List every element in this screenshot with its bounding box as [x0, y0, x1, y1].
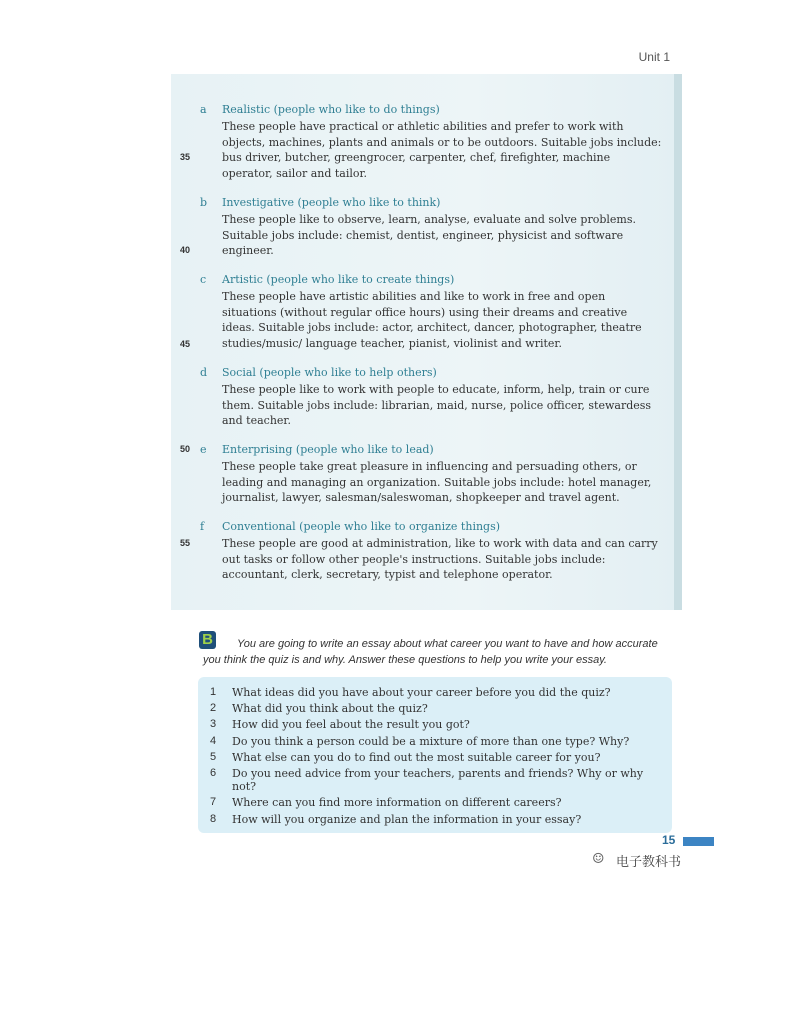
- unit-label: Unit 1: [638, 50, 670, 64]
- section-body: These people have artistic abilities and like to work in free and open situations (without regular office hours) using their dreams and creative ideas. Suitable jobs include: actor, architect, dancer, photographer, theatre studies/music/ language teacher, pianist, violinist and writer.: [222, 290, 642, 350]
- section-letter: c: [200, 273, 207, 286]
- line-number: 40: [180, 245, 191, 255]
- personality-types-panel: [171, 74, 674, 610]
- panel-edge: [674, 74, 682, 610]
- question-text: What ideas did you have about your career before you did the quiz?: [232, 686, 611, 699]
- line-number: 50: [180, 444, 191, 454]
- question-number: 5: [210, 751, 217, 763]
- section-body: These people are good at administration, like to work with data and can carry out tasks or follow other people's instructions. Suitable jobs include: accountant, clerk, secretary, typist and telephone operator.: [222, 537, 658, 582]
- section-title: Artistic (people who like to create things): [222, 273, 455, 286]
- question-number: 8: [210, 813, 217, 825]
- section-title: Investigative (people who like to think): [222, 196, 441, 209]
- question-number: 2: [210, 702, 217, 714]
- line-number: 45: [180, 339, 191, 349]
- question-number: 1: [210, 686, 217, 698]
- section-letter: d: [200, 366, 208, 379]
- question-text: How will you organize and plan the information in your essay?: [232, 813, 582, 826]
- wechat-icon: ☺: [592, 851, 605, 867]
- question-number: 3: [210, 718, 217, 730]
- section-body: These people take great pleasure in influencing and persuading others, or leading and managing an organization. Suitable jobs include: hotel manager, journalist, lawyer, salesman/saleswoman, shopkeeper and travel agent.: [222, 460, 652, 505]
- section-letter: e: [200, 443, 207, 456]
- line-number: 35: [180, 152, 191, 162]
- question-text: Do you think a person could be a mixture of more than one type? Why?: [232, 735, 630, 748]
- line-number: 55: [180, 538, 191, 548]
- question-number: 4: [210, 735, 217, 747]
- section-letter: b: [200, 196, 208, 209]
- section-letter: a: [200, 103, 207, 116]
- question-number: 6: [210, 767, 217, 779]
- exercise-b-badge: B: [199, 631, 216, 649]
- section-body: These people like to observe, learn, analyse, evaluate and solve problems. Suitable jobs include: chemist, dentist, engineer, physicist and software engineer.: [222, 213, 636, 258]
- section-letter: f: [200, 520, 205, 533]
- question-text: What did you think about the quiz?: [232, 702, 428, 715]
- question-number: 7: [210, 796, 217, 808]
- question-text: Do you need advice from your teachers, parents and friends? Why or why not?: [232, 767, 644, 793]
- question-text: Where can you find more information on different careers?: [232, 796, 562, 809]
- watermark-text: 电子教科书: [616, 854, 682, 869]
- exercise-b-instruction: You are going to write an essay about what career you want to have and how accurate you think the quiz is and why. Answer these questions to help you write your essay.: [203, 638, 658, 666]
- section-title: Conventional (people who like to organize things): [222, 520, 501, 533]
- page-number-bar: [683, 837, 714, 846]
- section-title: Social (people who like to help others): [222, 366, 437, 379]
- question-text: How did you feel about the result you got?: [232, 718, 470, 731]
- questions-box: [198, 677, 672, 833]
- question-text: What else can you do to find out the most suitable career for you?: [232, 751, 601, 764]
- section-title: Enterprising (people who like to lead): [222, 443, 434, 456]
- section-title: Realistic (people who like to do things): [222, 103, 440, 116]
- page-number: 15: [662, 833, 676, 847]
- section-body: These people like to work with people to educate, inform, help, train or cure them. Suitable jobs include: librarian, maid, nurse, police officer, stewardess and teacher.: [222, 383, 652, 428]
- section-body: These people have practical or athletic abilities and prefer to work with objects, machines, plants and animals or to be outdoors. Suitable jobs include: bus driver, butcher, greengrocer, carpenter, chef, firefighter, machine operator, sailor and tailor.: [222, 120, 662, 180]
